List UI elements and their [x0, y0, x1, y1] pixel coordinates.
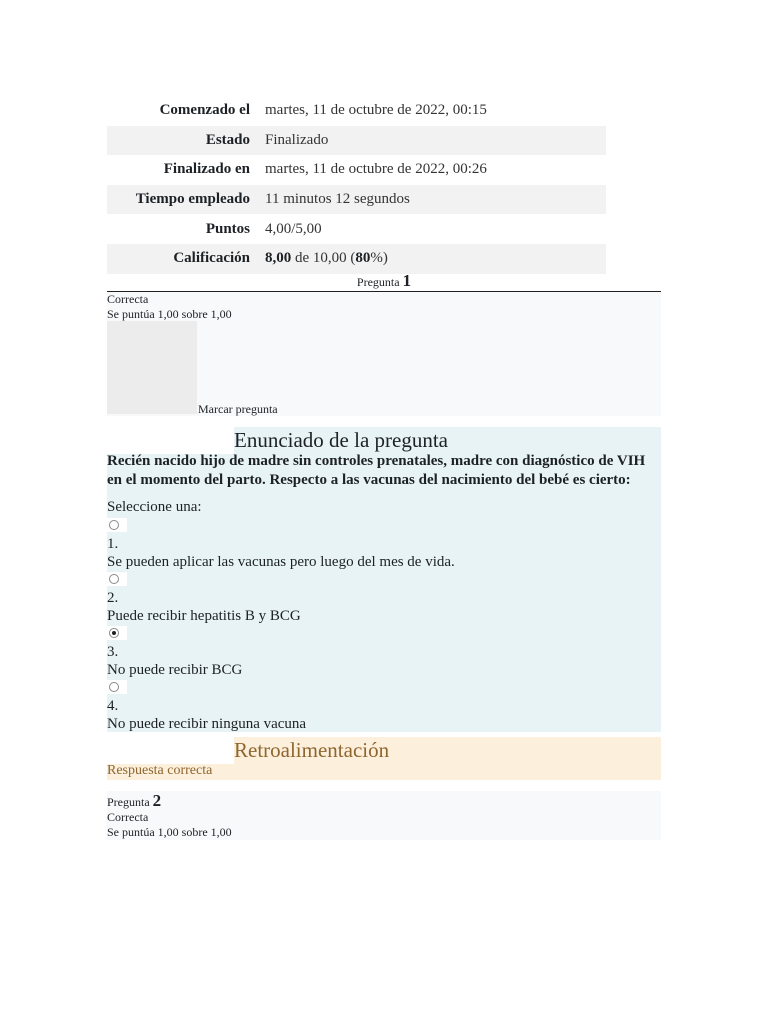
radio-button[interactable] — [107, 518, 127, 532]
question-1-heading — [107, 271, 661, 291]
question-2-info — [107, 791, 661, 840]
question-number: 2 — [152, 791, 162, 810]
answer-option-1[interactable] — [107, 518, 455, 571]
grade-end: %) — [370, 250, 388, 267]
question-status: Correcta — [107, 292, 149, 306]
question-score: Se puntúa 1,00 sobre 1,00 — [107, 825, 232, 839]
summary-label: Comenzado el — [159, 102, 250, 119]
title-spacer — [107, 427, 234, 454]
flag-icon[interactable] — [107, 321, 197, 414]
summary-label: Calificación — [173, 250, 250, 267]
summary-row-state — [107, 126, 606, 156]
feedback-text: Respuesta correcta — [107, 763, 213, 778]
answer-option-4[interactable] — [107, 680, 306, 733]
summary-label: Finalizado en — [163, 161, 250, 178]
question-heading-prefix: Pregunta — [107, 795, 153, 809]
attempt-summary-table — [107, 96, 606, 274]
answer-number: 1. — [107, 536, 119, 552]
answer-number: 4. — [107, 698, 119, 714]
answer-text: Puede recibir hepatitis B y BCG — [107, 608, 301, 624]
question-1-info — [107, 292, 661, 416]
summary-value: martes, 11 de octubre de 2022, 00:15 — [265, 102, 487, 119]
question-1-content — [107, 427, 661, 732]
answer-number: 3. — [107, 644, 119, 660]
radio-button-checked[interactable] — [107, 626, 127, 640]
statement-title: Enunciado de la pregunta — [234, 428, 448, 452]
answer-option-3[interactable] — [107, 626, 242, 679]
summary-row-finished — [107, 155, 606, 185]
answer-option-2[interactable] — [107, 572, 301, 625]
summary-row-grade — [107, 244, 606, 274]
summary-value: Finalizado — [265, 131, 329, 148]
answer-text: No puede recibir ninguna vacuna — [107, 716, 307, 732]
question-score: Se puntúa 1,00 sobre 1,00 — [107, 306, 232, 321]
answer-number: 2. — [107, 590, 119, 606]
grade-percent: 80 — [355, 250, 371, 267]
summary-row-started — [107, 96, 606, 126]
question-2-heading — [107, 791, 661, 810]
summary-label: Puntos — [205, 220, 250, 237]
radio-button[interactable] — [107, 680, 127, 694]
flag-question-link[interactable]: Marcar pregunta — [198, 402, 278, 416]
summary-label: Estado — [205, 131, 250, 148]
summary-value: 11 minutos 12 segundos — [265, 191, 410, 208]
summary-value: martes, 11 de octubre de 2022, 00:26 — [265, 161, 487, 178]
grade-mid: de 10,00 ( — [291, 250, 356, 267]
summary-value — [250, 250, 388, 267]
summary-label: Tiempo empleado — [135, 191, 250, 208]
radio-button[interactable] — [107, 572, 127, 586]
answer-text: No puede recibir BCG — [107, 662, 243, 678]
select-one-label: Seleccione una: — [107, 499, 202, 515]
summary-row-time — [107, 185, 606, 215]
question-1-feedback — [107, 737, 661, 780]
question-heading-prefix: Pregunta — [356, 275, 403, 289]
title-spacer — [107, 737, 234, 764]
grade-score: 8,00 — [265, 250, 292, 267]
feedback-title: Retroalimentación — [234, 738, 390, 762]
question-prompt: Recién nacido hijo de madre sin controles prenatales, madre con diagnóstico de VIH en el momento del parto. Respecto a las vacunas del nacimiento del bebé es cierto: — [107, 453, 646, 488]
summary-row-points — [107, 214, 606, 244]
summary-value: 4,00/5,00 — [265, 220, 322, 237]
answer-text: Se pueden aplicar las vacunas pero luego del mes de vida. — [107, 554, 455, 570]
question-number: 1 — [402, 271, 412, 290]
question-status: Correcta — [107, 810, 149, 824]
